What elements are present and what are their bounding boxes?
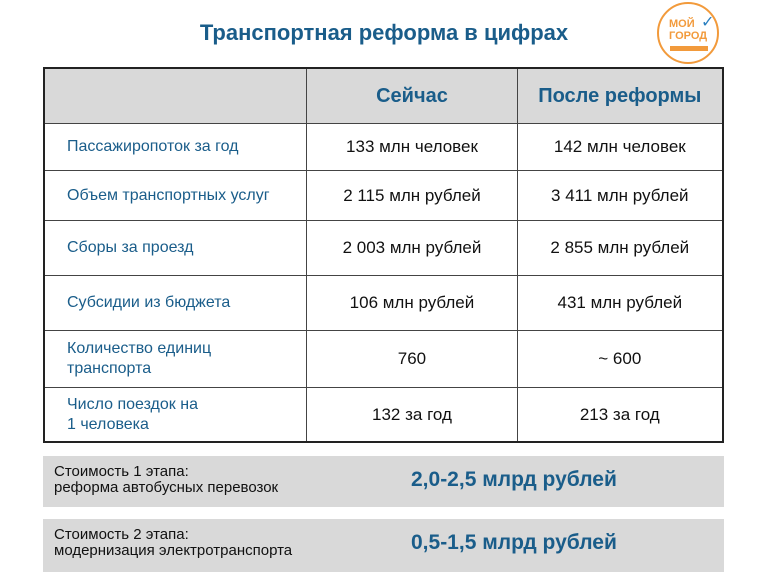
table-header-row: [44, 68, 723, 124]
value-after: 2 855 млн рублей: [517, 221, 723, 276]
value-now: 133 млн человек: [307, 124, 517, 171]
table-row: [44, 331, 723, 388]
logo: [657, 2, 719, 64]
header-after: После реформы: [517, 68, 723, 124]
value-after: ~ 600: [517, 331, 723, 388]
value-now: 2 003 млн рублей: [307, 221, 517, 276]
row-label: Сборы за проезд: [44, 221, 307, 276]
value-after: 142 млн человек: [517, 124, 723, 171]
logo-bar: [670, 46, 708, 51]
row-label: Объем транспортных услуг: [44, 171, 307, 221]
cost-stage-1-description: Стоимость 1 этапа: реформа автобусных перевозок: [54, 463, 279, 496]
cost-stage-2-description: Стоимость 2 этапа: модернизация электротранспорта: [54, 526, 293, 559]
row-label: Число поездок на 1 человека: [44, 388, 307, 443]
cost-stage-1-amount: 2,0-2,5 млрд рублей: [411, 468, 617, 491]
value-now: 760: [307, 331, 517, 388]
logo-line2: ГОРОД: [669, 30, 708, 42]
cost-stage-1: [43, 456, 724, 507]
header-blank: [44, 68, 307, 124]
cost-stage-2: [43, 519, 724, 572]
header-now: Сейчас: [307, 68, 517, 124]
logo-line1: МОЙ: [669, 18, 695, 30]
table-row: [44, 276, 723, 331]
value-after: 431 млн рублей: [517, 276, 723, 331]
row-label: Количество единиц транспорта: [44, 331, 307, 388]
value-now: 132 за год: [307, 388, 517, 443]
table-row: [44, 171, 723, 221]
cost-stage-2-amount: 0,5-1,5 млрд рублей: [411, 531, 617, 554]
value-after: 3 411 млн рублей: [517, 171, 723, 221]
table-row: [44, 388, 723, 443]
value-now: 2 115 млн рублей: [307, 171, 517, 221]
row-label: Пассажиропоток за год: [44, 124, 307, 171]
page-title: Транспортная реформа в цифрах: [199, 20, 569, 45]
value-after: 213 за год: [517, 388, 723, 443]
table-row: [44, 221, 723, 276]
checkmark-icon: ✓: [701, 14, 715, 31]
reform-table: [43, 67, 724, 443]
table-row: [44, 124, 723, 171]
value-now: 106 млн рублей: [307, 276, 517, 331]
row-label: Субсидии из бюджета: [44, 276, 307, 331]
